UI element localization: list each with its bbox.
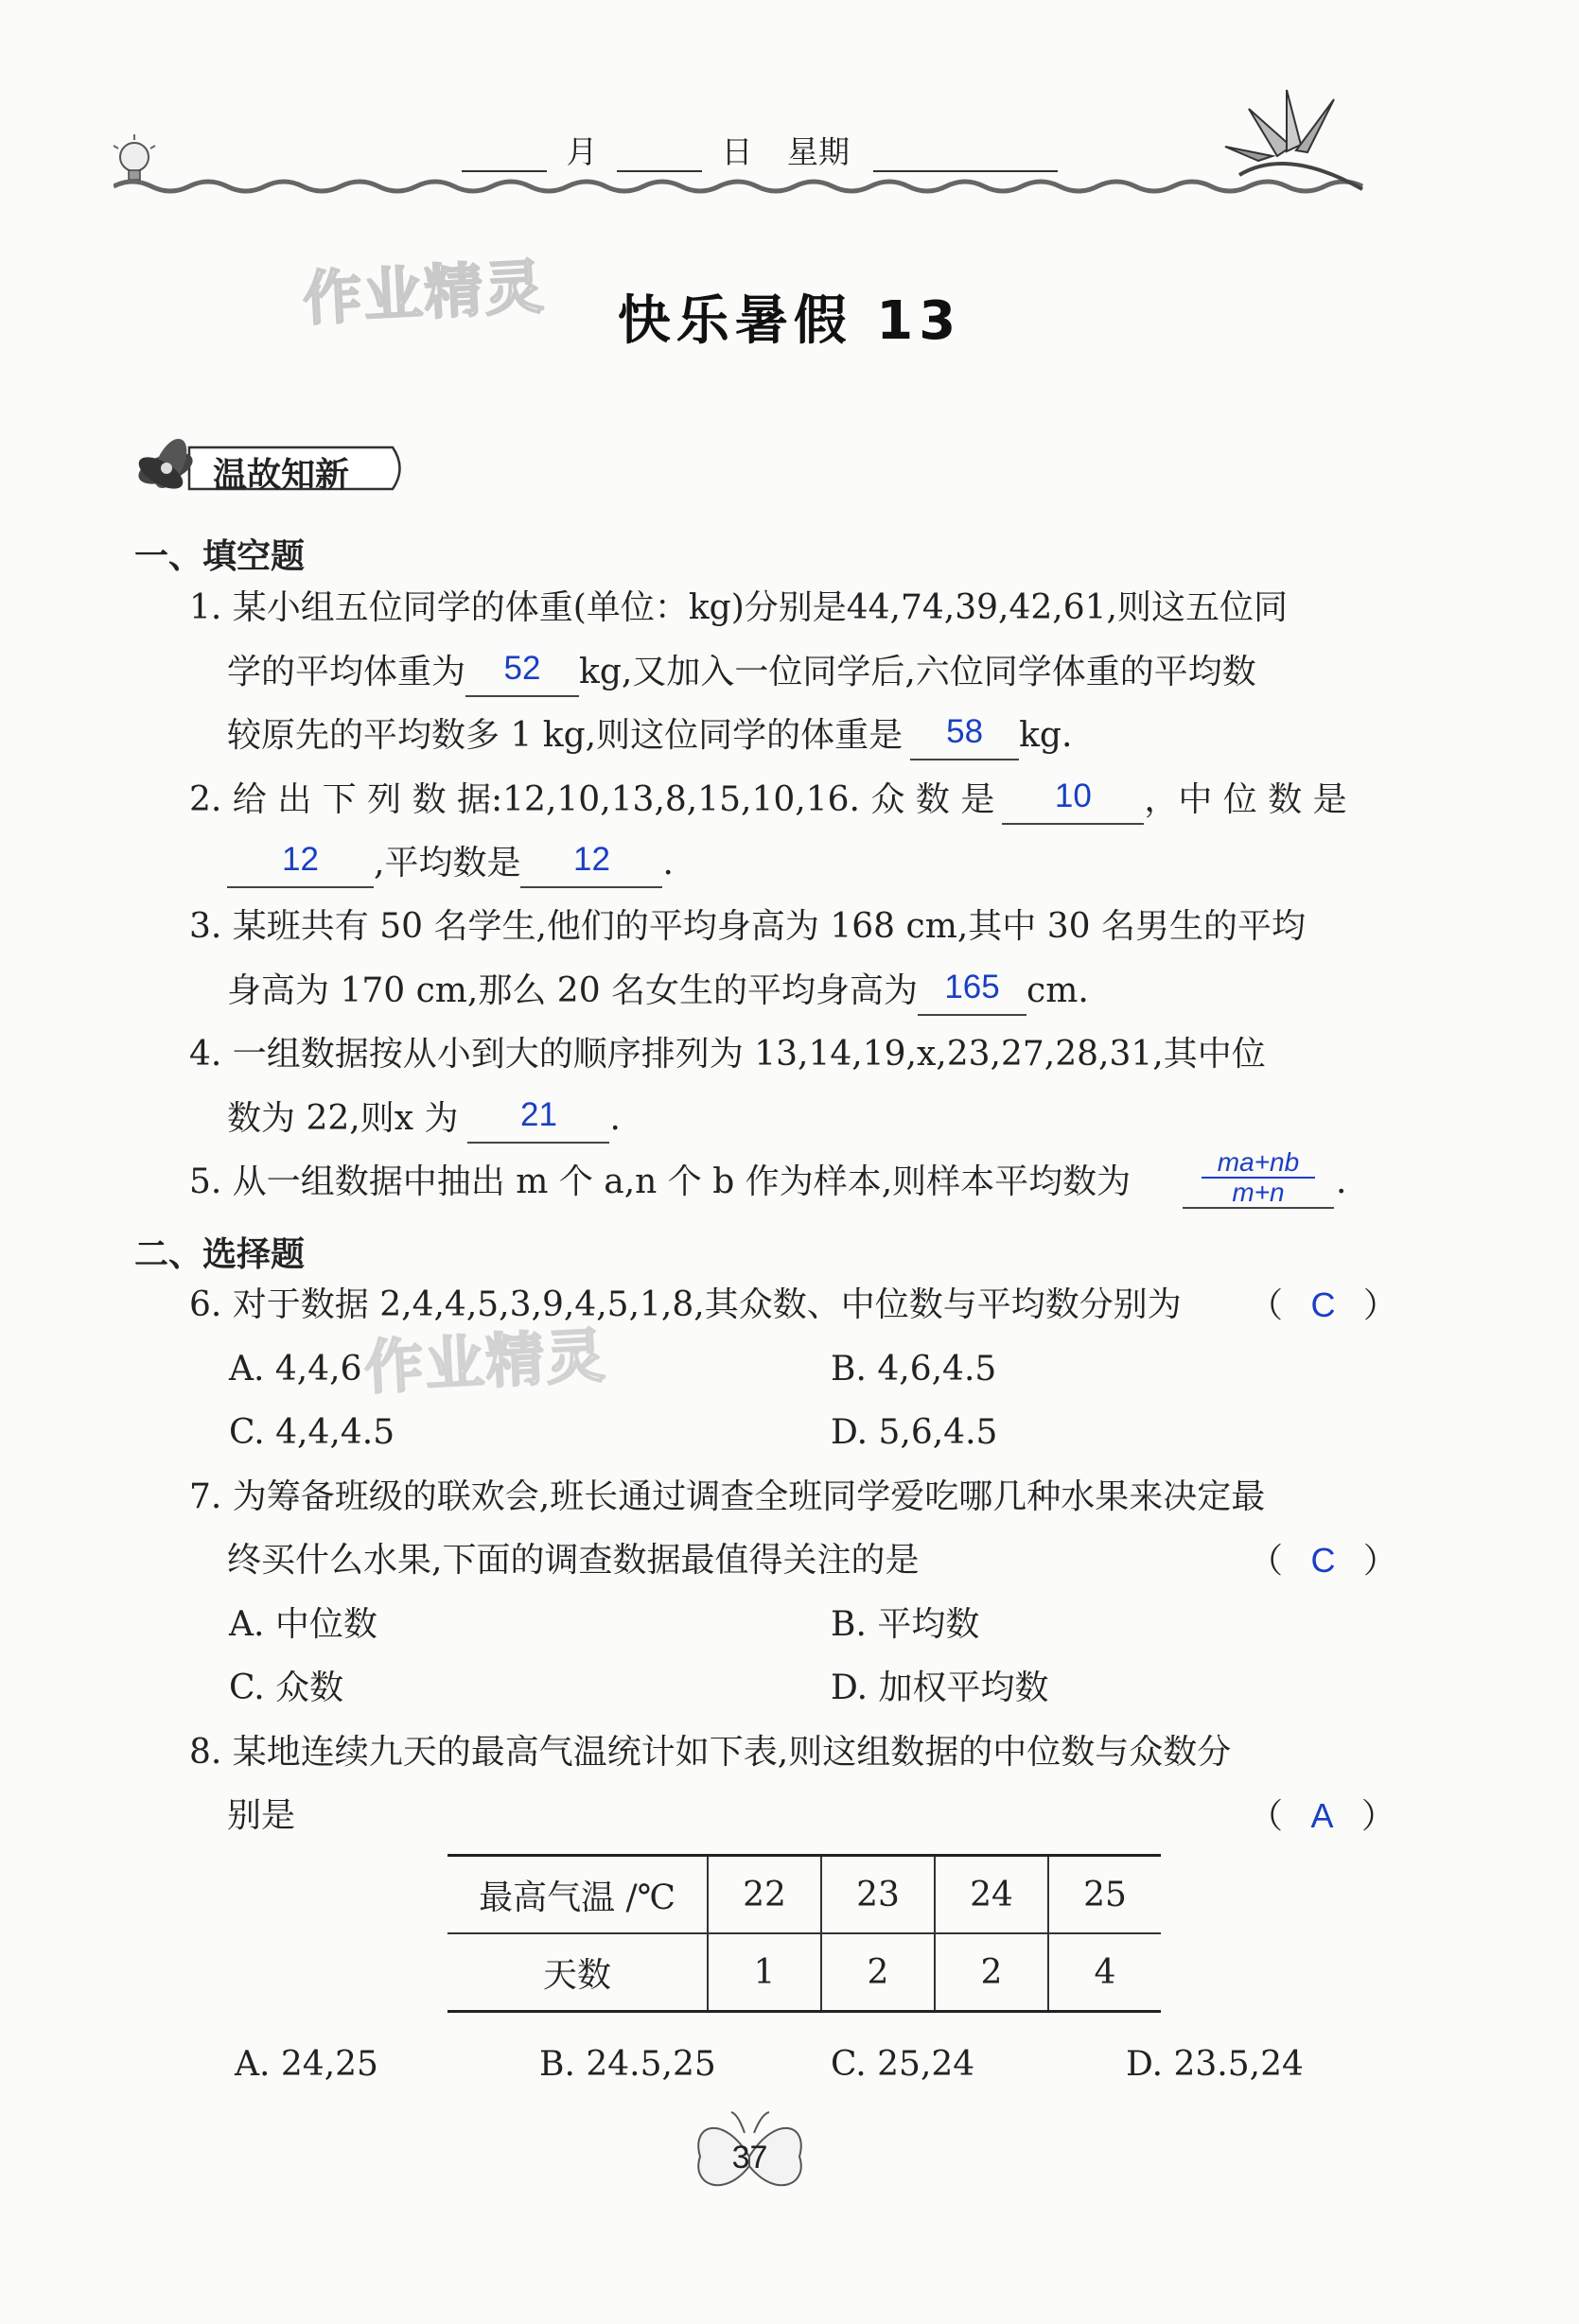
- q2-text: ,平均数是: [374, 844, 521, 882]
- q5-line1: [189, 1162, 1132, 1201]
- q1-line1: 1. 某小组五位同学的体重(单位：kg)分别是44,74,39,42,61,则这五位同: [189, 588, 1289, 627]
- q7-option-c: C. 众数: [229, 1669, 344, 1707]
- q2-line1: [189, 778, 1347, 825]
- q5-text: 5. 从一组数据中抽出 m 个 a,n 个 b 作为样本,则样本平均数为: [189, 1162, 1132, 1201]
- q4-line1: 4. 一组数据按从小到大的顺序排列为 13,14,19,x,23,27,28,31,其中位: [189, 1035, 1266, 1074]
- q2-answer-1: 10: [1054, 778, 1092, 814]
- q1-text: kg.: [1019, 716, 1073, 755]
- q7-option-b: B. 平均数: [831, 1605, 980, 1644]
- q7-line1: 7. 为筹备班级的联欢会,班长通过调查全班同学爱吃哪几种水果来决定最: [189, 1477, 1266, 1516]
- q6-option-c: C. 4,4,4.5: [229, 1413, 395, 1452]
- temperature-table: [447, 1854, 1161, 2013]
- table-cell: 24: [935, 1857, 1048, 1933]
- q3-answer-blank: [918, 969, 1026, 1016]
- q3-text: 身高为 170 cm,那么 20 名女生的平均身高为: [227, 971, 919, 1010]
- q5-answer-numerator: ma+nb: [1217, 1147, 1300, 1177]
- q1-text: kg,又加入一位同学后,六位同学体重的平均数: [579, 653, 1256, 691]
- q3-line2: [227, 969, 1089, 1016]
- hibiscus-flower-icon: [133, 434, 196, 496]
- section-heading-choice: 二、选择题: [134, 1235, 306, 1274]
- q7-option-d: D. 加权平均数: [831, 1669, 1049, 1707]
- table-row: [447, 1933, 1161, 2010]
- date-line: [462, 128, 1058, 172]
- q6-answer-paren: （ C ）: [1249, 1285, 1397, 1325]
- q3-answer: 165: [944, 969, 1000, 1005]
- q1-text: 学的平均体重为: [227, 653, 466, 691]
- table-header-cell: 天数: [447, 1933, 708, 2010]
- q1-line2: [227, 650, 1256, 697]
- q1-answer-1: 52: [503, 650, 541, 687]
- q6-option-b: B. 4,6,4.5: [831, 1350, 997, 1389]
- q3-line1: 3. 某班共有 50 名学生,他们的平均身高为 168 cm,其中 30 名男生的平均: [189, 907, 1306, 946]
- q8-option-a: A. 24,25: [235, 2045, 378, 2084]
- q8-answer: A: [1310, 1796, 1334, 1835]
- table-header-cell: 最高气温 /℃: [447, 1857, 708, 1933]
- q2-text: 2. 给 出 下 列 数 据:12,10,13,8,15,10,16. 众 数 是: [189, 780, 995, 819]
- table-cell: 23: [821, 1857, 935, 1933]
- q4-answer-blank: [467, 1096, 609, 1144]
- table-cell: 1: [708, 1933, 821, 2010]
- q6-option-d: D. 5,6,4.5: [831, 1413, 998, 1452]
- q1-answer-2: 58: [946, 713, 984, 750]
- table-cell: 22: [708, 1857, 821, 1933]
- q8-line2: 别是: [227, 1796, 296, 1835]
- q1-line3: [227, 713, 1073, 760]
- q8-line1: 8. 某地连续九天的最高气温统计如下表,则这组数据的中位数与众数分: [189, 1733, 1232, 1772]
- q2-answer-blank-2: [227, 841, 374, 888]
- q5-end: .: [1336, 1162, 1347, 1201]
- q7-line2: 终买什么水果,下面的调查数据最值得关注的是: [227, 1541, 920, 1580]
- q7-answer: C: [1310, 1541, 1336, 1580]
- q8-option-d: D. 23.5,24: [1126, 2045, 1304, 2084]
- q6-answer: C: [1310, 1285, 1336, 1324]
- badge-label: 温故知新: [213, 456, 350, 495]
- q2-answer-blank-3: [520, 841, 662, 888]
- q6-option-a: A. 4,4,6: [229, 1350, 362, 1389]
- q5-answer-denominator: m+n: [1232, 1178, 1285, 1207]
- q4-answer: 21: [519, 1096, 557, 1133]
- q7-answer-paren: （ C ）: [1249, 1541, 1397, 1581]
- q4-text: 数为 22,则x 为: [227, 1099, 459, 1138]
- table-row: [447, 1857, 1161, 1933]
- q8-option-b: B. 24.5,25: [539, 2045, 716, 2084]
- q2-answer-3: 12: [572, 841, 610, 878]
- q4-text: .: [609, 1099, 621, 1138]
- q8-answer-paren: （ A ）: [1249, 1796, 1395, 1836]
- q3-text: cm.: [1026, 971, 1089, 1010]
- page-title: 快乐暑假 13: [617, 290, 962, 352]
- q2-answer-blank-1: [1002, 778, 1144, 825]
- q8-option-c: C. 25,24: [831, 2045, 975, 2084]
- header-border: [114, 172, 1372, 204]
- page-number: 37: [731, 2140, 768, 2175]
- q5-answer-fraction: [1183, 1148, 1334, 1209]
- day-label: 日: [721, 133, 753, 170]
- q1-answer-blank-2: [910, 713, 1019, 760]
- weekday-label: 星期: [787, 133, 850, 170]
- watermark: 作业精灵: [362, 1320, 609, 1403]
- q2-answer-2: 12: [282, 841, 319, 878]
- table-cell: 4: [1094, 1952, 1116, 1992]
- section-badge: [132, 430, 416, 510]
- q2-text: .: [662, 844, 674, 882]
- section-heading-fill: 一、填空题: [134, 537, 306, 576]
- bird-of-paradise-flower-icon: [1220, 80, 1372, 198]
- table-cell: 2: [935, 1933, 1048, 2010]
- q2-line2: [227, 841, 674, 888]
- q1-text: 较原先的平均数多 1 kg,则这位同学的体重是: [227, 716, 904, 755]
- watermark: 作业精灵: [301, 252, 548, 334]
- q4-line2: [227, 1096, 621, 1144]
- q7-option-a: A. 中位数: [229, 1605, 377, 1644]
- month-label: 月: [566, 133, 598, 170]
- table-cell: 25: [1048, 1857, 1161, 1933]
- q5-answer-underline: [1183, 1207, 1334, 1209]
- q6-stem: 6. 对于数据 2,4,4,5,3,9,4,5,1,8,其众数、中位数与平均数分别为: [189, 1285, 1182, 1324]
- q2-text: ，中 位 数 是: [1144, 780, 1347, 819]
- q1-answer-blank-1: [465, 650, 579, 697]
- table-cell: 2: [821, 1933, 935, 2010]
